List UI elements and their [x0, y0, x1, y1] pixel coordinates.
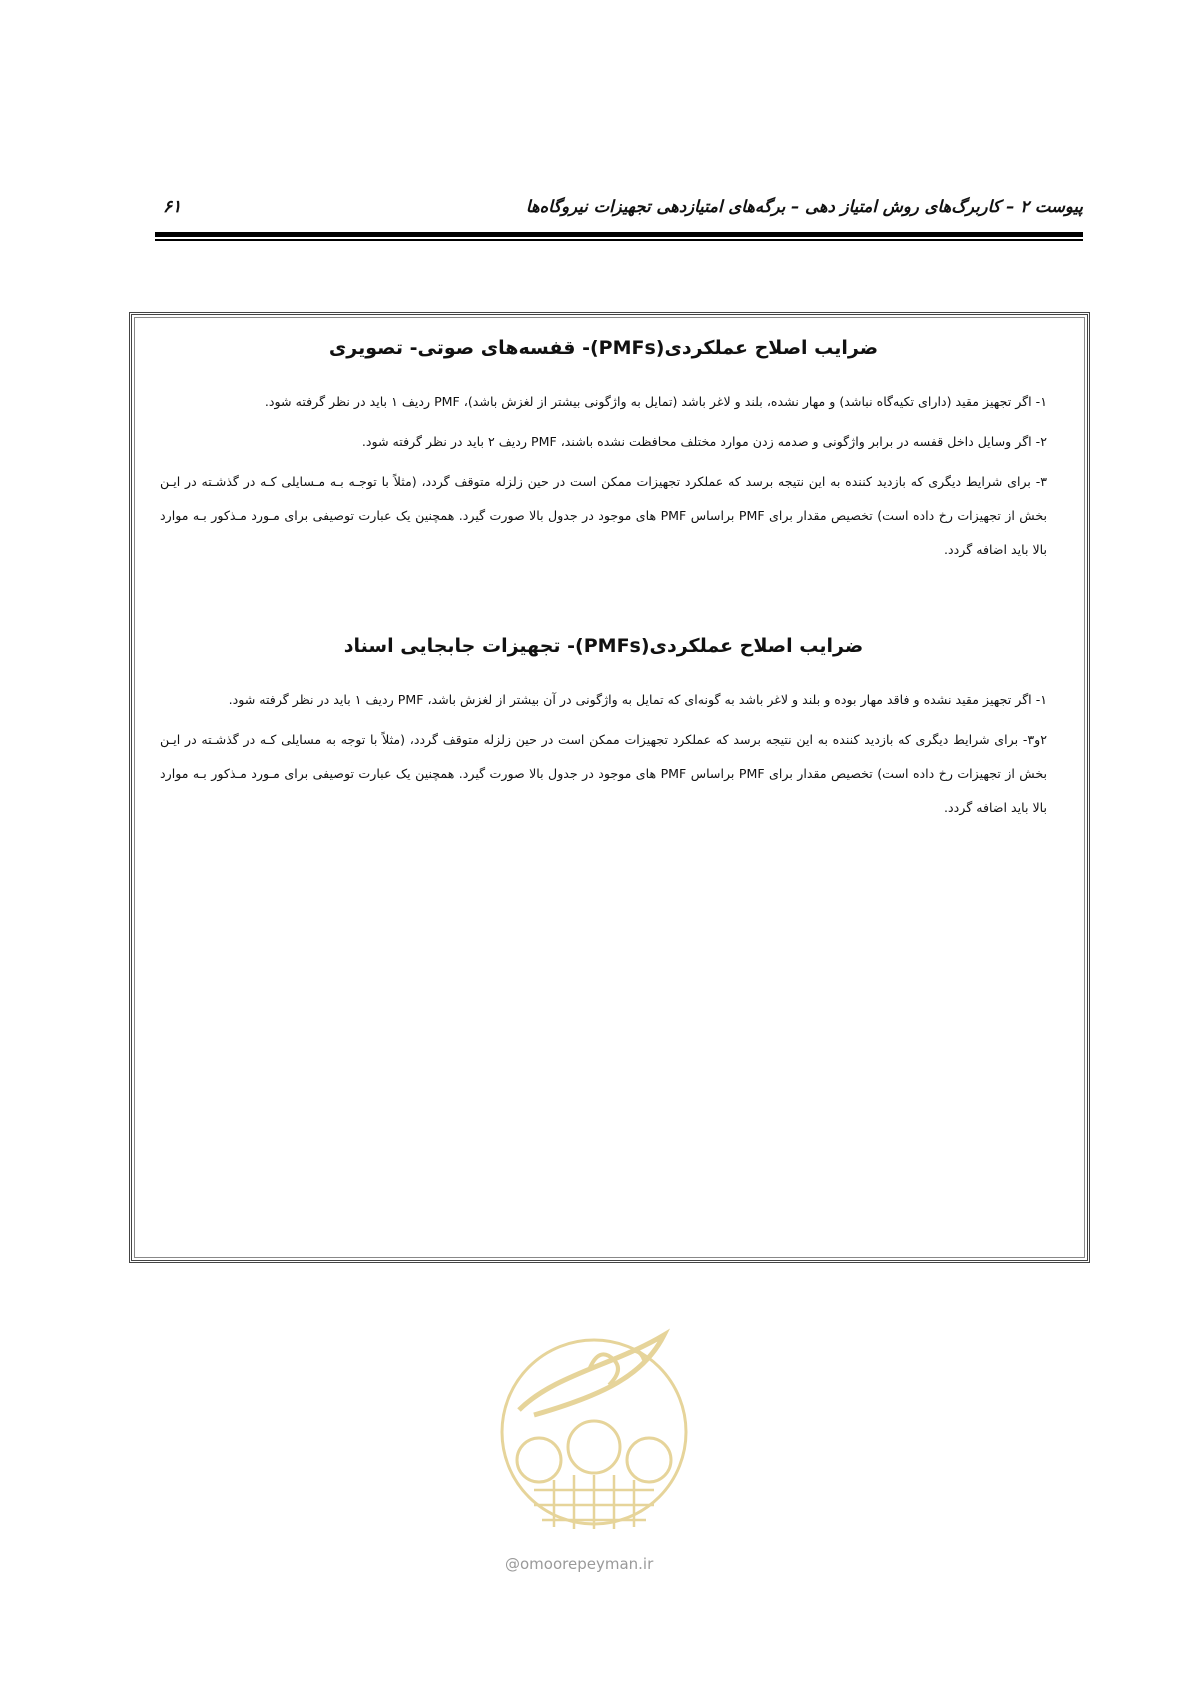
- page-header: [155, 197, 1083, 237]
- logo-swash: [519, 1335, 664, 1415]
- section2-item-1: ۱- اگر تجهیز مقید نشده و فاقد مهار بوده و بلند و لاغر باشد به گونه‌ای که تمایل به واژگونی در آن بیشتر از لغزش باشد، PMF ردیف ۱ باید در نظر گرفته شود.: [228, 692, 1047, 707]
- section1-item-3: ۳- برای شرایط دیگری که بازدید کننده به این نتیجه برسد که عملکرد تجهیزات ممکن است در حین زلزله متوقف گردد، (مثلاً با توجـه بـه مـسایلی کـه در گذشـته در ایـن بخش از تجهیزات رخ داده است) تخصیص مقدار برای PMF براساس PMF های موجود در جدول بالا صورت گیرد. همچنین یک عبارت توصیفی برای مـورد مـذکور بـه موارد بالا باید اضافه گردد.: [160, 474, 1047, 557]
- watermark-logo: [494, 1315, 694, 1550]
- header-rule-thick: [155, 232, 1083, 237]
- section2-item-2: ۲و۳- برای شرایط دیگری که بازدید کننده به این نتیجه برسد که عملکرد تجهیزات ممکن است در حین زلزله متوقف گردد، (مثلاً با توجه به مسایلی کـه در گذشـته در ایـن بخش از تجهیزات رخ داده است) تخصیص مقدار برای PMF براساس PMF های موجود در جدول بالا صورت گیرد. همچنین یک عبارت توصیفی برای مـورد مـذکور بـه موارد بالا باید اضافه گردد.: [160, 732, 1047, 815]
- header-rule-thin: [155, 239, 1083, 241]
- page-number: ۶۱: [163, 197, 182, 217]
- logo-gear-center: [568, 1421, 620, 1473]
- section1-item-2: ۲- اگر وسایل داخل قفسه در برابر واژگونی و صدمه زدن موارد مختلف محافظت نشده باشند، PMF ردیف ۲ باید در نظر گرفته شود.: [361, 434, 1047, 449]
- section-gap: [160, 573, 1047, 635]
- logo-gear-right: [627, 1438, 671, 1482]
- frame-content: [132, 315, 1087, 1260]
- content-frame: [129, 312, 1090, 1263]
- watermark-site: @omoorepeyman.ir: [505, 1555, 654, 1573]
- section1-title: ضرایب اصلاح عملکردی(PMFs)- قفسه‌های صوتی- تصویری: [328, 337, 879, 359]
- section2-title: ضرایب اصلاح عملکردی(PMFs)- تجهیزات جابجایی اسناد: [343, 635, 864, 657]
- section1-item-1: ۱- اگر تجهیز مقید (دارای تکیه‌گاه نباشد) و مهار نشده، بلند و لاغر باشد (تمایل به واژگونی بیشتر از لغزش باشد)، PMF ردیف ۱ باید در نظر گرفته شود.: [264, 394, 1047, 409]
- logo-gear-left: [517, 1438, 561, 1482]
- running-title: پیوست ۲ – کاربرگ‌های روش امتیاز دهی – برگه‌های امتیازدهی تجهیزات نیروگاه‌ها: [525, 197, 1083, 216]
- logo-grid: [534, 1475, 654, 1529]
